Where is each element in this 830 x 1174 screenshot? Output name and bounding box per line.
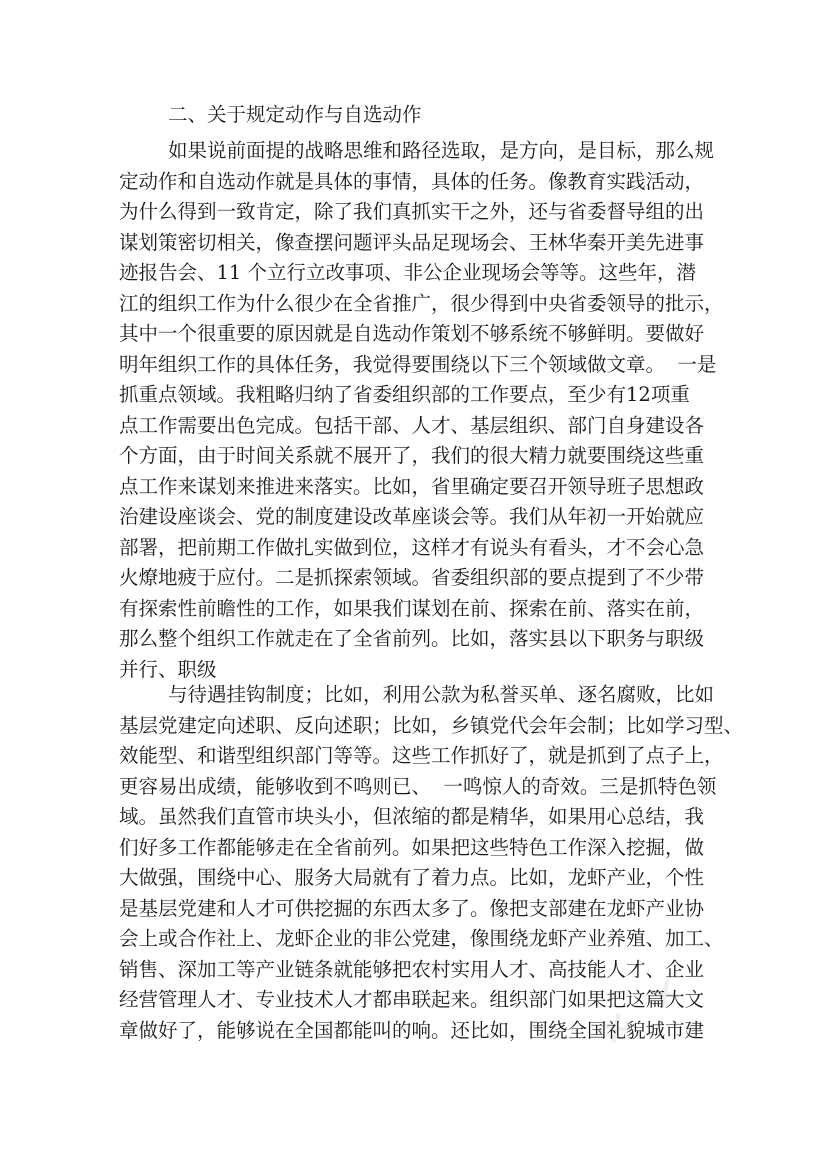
paragraph-2-line: 是基层党建和人才可供挖掘的东西太多了。像把支部建在龙虾产业协 [119,896,705,920]
paragraph-1-line: 为什么得到一致肯定，除了我们真抓实干之外，还与省委督导组的出 [119,200,705,223]
paragraph-1-line: 定动作和自选动作就是具体的事情，具体的任务。像教育实践活动， [119,169,705,193]
paragraph-1-line: 谋划策密切相关，像查摆问题评头品足现场会、王林华秦开美先进事 [119,230,705,254]
paragraph-1-line: 个方面，由于时间关系就不展开了，我们的很大精力就要围绕这些重 [119,444,705,467]
paragraph-2-line: 效能型、和谐型组织部门等等。这些工作抓好了，就是抓到了点子上， [119,744,724,767]
paragraph-2-line: 销售、深加工等产业链条就能够把农村实用人才、高技能人才、企业 [119,957,705,981]
section-heading: 二、关于规定动作与自选动作 [168,103,422,126]
paragraph-2-line: 与待遇挂钩制度；比如，利用公款为私誉买单、逐名腐败，比如 [168,683,715,706]
paragraph-1-line: 治建设座谈会、党的制度建设改革座谈会等。我们从年初一开始就应 [119,505,705,528]
paragraph-2-line: 会上或合作社上、龙虾企业的非公党建，像围绕龙虾产业养殖、加工、 [119,927,724,950]
watermark-logo-icon: ✕ ✕ [590,963,698,1058]
paragraph-2-line: 更容易出成绩，能够收到不鸣则已、 一鸣惊人的奇效。三是抓特色领 [119,774,717,798]
paragraph-1-line: 抓重点领域。我粗略归纳了省委组织部的工作要点，至少有12项重 [119,383,690,406]
paragraph-2-line: 大做强，围绕中心、服务大局就有了着力点。比如，龙虾产业，个性 [119,866,705,889]
paragraph-2-line: 们好多工作都能够走在全省前列。如果把这些特色工作深入挖掘，做 [119,835,705,859]
paragraph-1-line: 如果说前面提的战略思维和路径选取，是方向，是目标，那么规 [168,139,715,162]
paragraph-1-line: 江的组织工作为什么很少在全省推广，很少得到中央省委领导的批示， [119,291,724,315]
paragraph-1-line: 有探索性前瞻性的工作，如果我们谋划在前、探索在前、落实在前， [119,596,705,620]
paragraph-1-line: 迹报告会、11 个立行立改事项、非公企业现场会等等。这些年，潜 [119,261,697,284]
paragraph-2-line: 基层党建定向述职、反向述职；比如，乡镇党代会年会制；比如学习型、 [119,713,744,737]
paragraph-1-line: 那么整个组织工作就走在了全省前列。比如，落实县以下职务与职级 [119,627,705,650]
paragraph-1-line: 部署，把前期工作做扎实做到位，这样才有说头有看头，才不会心急 [119,535,705,559]
paragraph-1-line: 点工作需要出色完成。包括干部、人才、基层组织、部门自身建设各 [119,413,705,437]
paragraph-1-line: 并行、职级 [119,657,217,681]
paragraph-1-line: 火燎地疲于应付。二是抓探索领域。省委组织部的要点提到了不少带 [119,566,705,589]
paragraph-2-line: 章做好了，能够说在全国都能叫的响。还比如，围绕全国礼貌城市建 [119,1018,705,1042]
paragraph-1-line: 明年组织工作的具体任务，我觉得要围绕以下三个领域做文章。 一是 [119,352,717,376]
paragraph-1-line: 其中一个很重要的原因就是自选动作策划不够系统不够鲜明。要做好 [119,322,705,345]
paragraph-2-line: 经营管理人才、专业技术人才都串联起来。组织部门如果把这篇大文 [119,988,705,1011]
paragraph-2-line: 域。虽然我们直管市块头小，但浓缩的都是精华，如果用心总结，我 [119,805,705,828]
paragraph-1-line: 点工作来谋划来推进来落实。比如，省里确定要召开领导班子思想政 [119,474,705,498]
